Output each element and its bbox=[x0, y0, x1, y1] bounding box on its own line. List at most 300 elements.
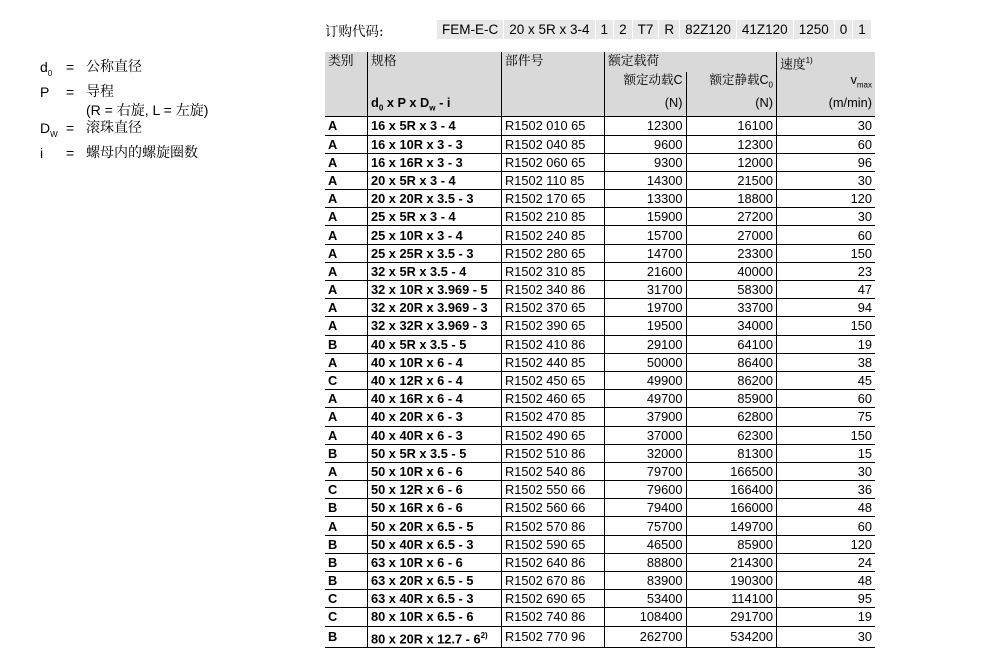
row-static-load-text: 114100 bbox=[731, 591, 773, 607]
row-spec bbox=[368, 335, 502, 353]
row-vmax bbox=[777, 281, 876, 299]
order-code-cells bbox=[437, 20, 871, 39]
row-vmax-text: 150 bbox=[850, 318, 872, 334]
row-category bbox=[325, 153, 368, 171]
row-spec-text: 40 x 16R x 6 - 4 bbox=[371, 391, 463, 407]
row-static-load-text: 85900 bbox=[737, 536, 773, 552]
row-dynamic-load bbox=[605, 281, 687, 299]
row-dynamic-load-text: 53400 bbox=[646, 591, 683, 607]
row-category-text: C bbox=[328, 591, 338, 607]
row-dynamic-load-text: 14300 bbox=[646, 172, 683, 188]
row-category-text: A bbox=[328, 318, 338, 334]
table-header-row-3 bbox=[325, 94, 875, 117]
row-spec bbox=[368, 117, 502, 135]
row-spec-text: 16 x 5R x 3 - 4 bbox=[371, 118, 456, 134]
header-unit-dynamic: (N) bbox=[605, 94, 687, 117]
row-static-load-text: 291700 bbox=[730, 609, 773, 625]
row-category-text: B bbox=[328, 536, 338, 552]
row-part-number-text: R1502 640 86 bbox=[505, 554, 586, 570]
row-spec bbox=[368, 244, 502, 262]
row-part-number-text: R1502 110 85 bbox=[505, 172, 585, 188]
row-spec-text: 80 x 10R x 6.5 - 6 bbox=[371, 609, 474, 625]
row-category bbox=[325, 408, 368, 426]
row-spec-text: 50 x 5R x 3.5 - 5 bbox=[371, 445, 467, 461]
table-header-row-2 bbox=[325, 72, 875, 94]
row-static-load bbox=[686, 244, 777, 262]
row-part-number-text: R1502 440 85 bbox=[505, 354, 586, 370]
table-row bbox=[325, 626, 875, 647]
row-dynamic-load-text: 46500 bbox=[646, 536, 683, 552]
table-row bbox=[325, 535, 875, 553]
row-part-number bbox=[502, 281, 605, 299]
table-row bbox=[325, 408, 875, 426]
row-spec-text: 20 x 5R x 3 - 4 bbox=[371, 172, 456, 188]
row-spec-text: 20 x 20R x 3.5 - 3 bbox=[371, 191, 474, 207]
row-part-number-text: R1502 240 85 bbox=[505, 227, 586, 243]
row-part-number bbox=[502, 299, 605, 317]
row-static-load-text: 166500 bbox=[730, 463, 773, 479]
row-category-text: A bbox=[328, 354, 338, 370]
row-dynamic-load bbox=[605, 208, 687, 226]
row-category bbox=[325, 262, 368, 280]
order-code-cell: 82Z120 bbox=[680, 20, 737, 39]
row-part-number-text: R1502 170 65 bbox=[505, 191, 586, 207]
row-category bbox=[325, 190, 368, 208]
row-category bbox=[325, 499, 368, 517]
table-row bbox=[325, 226, 875, 244]
row-spec-text: 50 x 40R x 6.5 - 3 bbox=[371, 536, 474, 552]
row-static-load bbox=[686, 317, 777, 335]
row-spec bbox=[368, 444, 502, 462]
row-category-text: A bbox=[328, 118, 338, 134]
row-part-number bbox=[502, 535, 605, 553]
row-spec bbox=[368, 590, 502, 608]
header-blank-5 bbox=[502, 94, 605, 117]
row-spec bbox=[368, 572, 502, 590]
legend-d0-eq: = bbox=[66, 59, 75, 75]
row-vmax-text: 45 bbox=[857, 373, 872, 389]
order-code-cell: R bbox=[659, 20, 680, 39]
header-speed bbox=[777, 52, 876, 72]
row-dynamic-load-text: 79400 bbox=[646, 500, 683, 516]
row-static-load bbox=[686, 553, 777, 571]
row-vmax-text: 24 bbox=[857, 554, 872, 570]
row-part-number bbox=[502, 153, 605, 171]
formula-d-sub: 0 bbox=[378, 103, 384, 113]
legend-d0-sub: 0 bbox=[47, 68, 53, 78]
header-static-label: 额定静载C bbox=[709, 73, 769, 88]
row-spec-text: 50 x 16R x 6 - 6 bbox=[371, 500, 463, 516]
row-category bbox=[325, 590, 368, 608]
row-part-number bbox=[502, 499, 605, 517]
row-static-load-text: 62300 bbox=[737, 427, 773, 443]
row-part-number-text: R1502 460 65 bbox=[505, 391, 586, 407]
row-static-load-text: 62800 bbox=[737, 409, 773, 425]
row-static-load-text: 86200 bbox=[737, 373, 773, 389]
row-static-load bbox=[686, 226, 777, 244]
row-category bbox=[325, 135, 368, 153]
row-vmax-text: 30 bbox=[857, 463, 872, 479]
row-static-load-text: 64100 bbox=[737, 336, 773, 352]
row-static-load-text: 85900 bbox=[737, 391, 773, 407]
legend-d0-symbol: d bbox=[40, 59, 48, 75]
row-dynamic-load bbox=[605, 481, 687, 499]
row-category-text: A bbox=[328, 427, 338, 443]
row-part-number-text: R1502 740 86 bbox=[505, 609, 586, 625]
row-category-text: A bbox=[328, 391, 338, 407]
row-part-number-text: R1502 210 85 bbox=[505, 209, 586, 225]
row-category bbox=[325, 171, 368, 189]
row-part-number bbox=[502, 353, 605, 371]
table-row bbox=[325, 244, 875, 262]
row-category-text: A bbox=[328, 300, 338, 316]
row-part-number-text: R1502 390 65 bbox=[505, 318, 586, 334]
formula-d: d bbox=[371, 94, 379, 110]
row-spec-text: 40 x 40R x 6 - 3 bbox=[371, 427, 463, 443]
row-spec-text: 63 x 20R x 6.5 - 5 bbox=[371, 573, 474, 589]
row-spec-text: 63 x 40R x 6.5 - 3 bbox=[371, 591, 474, 607]
row-vmax-text: 30 bbox=[857, 118, 872, 134]
row-vmax-text: 19 bbox=[857, 336, 872, 352]
row-vmax bbox=[777, 481, 876, 499]
legend-p-eq: = bbox=[66, 83, 75, 100]
row-dynamic-load bbox=[605, 408, 687, 426]
row-category-text: B bbox=[328, 573, 338, 589]
row-static-load-text: 27200 bbox=[737, 209, 773, 225]
row-category-text: A bbox=[328, 463, 338, 479]
row-part-number-text: R1502 550 66 bbox=[505, 482, 586, 498]
row-dynamic-load-text: 50000 bbox=[646, 354, 683, 370]
table-row bbox=[325, 462, 875, 480]
table-row bbox=[325, 553, 875, 571]
row-spec bbox=[368, 371, 502, 389]
table-row bbox=[325, 444, 875, 462]
row-part-number-text: R1502 340 86 bbox=[505, 282, 586, 298]
row-spec bbox=[368, 171, 502, 189]
row-part-number-text: R1502 690 65 bbox=[505, 591, 586, 607]
legend-dw-symbol: D bbox=[40, 119, 51, 136]
row-dynamic-load bbox=[605, 499, 687, 517]
row-part-number-text: R1502 770 96 bbox=[505, 629, 586, 645]
row-category-text: C bbox=[328, 482, 338, 498]
header-blank-1 bbox=[325, 72, 368, 94]
row-dynamic-load bbox=[605, 608, 687, 626]
row-part-number bbox=[502, 590, 605, 608]
row-category bbox=[325, 608, 368, 626]
row-vmax-text: 75 bbox=[857, 409, 872, 425]
order-code-cell: 0 bbox=[835, 20, 854, 39]
row-vmax bbox=[777, 171, 876, 189]
row-vmax-text: 95 bbox=[857, 591, 872, 607]
row-vmax-text: 23 bbox=[857, 263, 872, 279]
row-dynamic-load bbox=[605, 371, 687, 389]
row-static-load bbox=[686, 262, 777, 280]
row-dynamic-load-text: 13300 bbox=[646, 191, 683, 207]
row-category bbox=[325, 535, 368, 553]
row-spec bbox=[368, 499, 502, 517]
row-vmax bbox=[777, 317, 876, 335]
row-vmax bbox=[777, 135, 876, 153]
row-part-number bbox=[502, 426, 605, 444]
row-vmax bbox=[777, 426, 876, 444]
order-code-cell: FEM-E-C bbox=[437, 20, 504, 39]
header-category: 类别 bbox=[325, 52, 368, 72]
row-category-text: A bbox=[328, 282, 338, 298]
row-part-number-text: R1502 060 65 bbox=[505, 154, 586, 170]
table-row bbox=[325, 262, 875, 280]
row-part-number-text: R1502 370 65 bbox=[505, 300, 586, 316]
row-dynamic-load bbox=[605, 626, 687, 647]
row-category bbox=[325, 208, 368, 226]
row-vmax-text: 30 bbox=[857, 629, 872, 645]
row-static-load bbox=[686, 535, 777, 553]
order-code-cell: 2 bbox=[614, 20, 633, 39]
row-category bbox=[325, 444, 368, 462]
row-spec bbox=[368, 481, 502, 499]
header-part: 部件号 bbox=[502, 52, 605, 72]
row-spec-text: 32 x 5R x 3.5 - 4 bbox=[371, 263, 467, 279]
row-dynamic-load bbox=[605, 317, 687, 335]
row-static-load-text: 34000 bbox=[737, 318, 773, 334]
legend-p-note-text: (R = 右旋, L = 左旋) bbox=[86, 101, 209, 118]
row-dynamic-load bbox=[605, 590, 687, 608]
order-code bbox=[325, 20, 871, 39]
row-vmax-text: 47 bbox=[857, 282, 872, 298]
row-dynamic-load bbox=[605, 572, 687, 590]
row-spec bbox=[368, 626, 502, 647]
row-dynamic-load-text: 14700 bbox=[646, 245, 683, 261]
row-vmax-text: 48 bbox=[857, 500, 872, 516]
row-part-number bbox=[502, 226, 605, 244]
table-row bbox=[325, 117, 875, 135]
row-dynamic-load-text: 79700 bbox=[646, 463, 683, 479]
row-vmax-text: 30 bbox=[857, 209, 872, 225]
row-spec bbox=[368, 390, 502, 408]
row-vmax bbox=[777, 462, 876, 480]
row-vmax bbox=[777, 444, 876, 462]
row-part-number-text: R1502 010 65 bbox=[505, 118, 586, 134]
row-dynamic-load bbox=[605, 390, 687, 408]
header-vmax-label: v bbox=[850, 73, 857, 88]
row-vmax bbox=[777, 335, 876, 353]
row-category-text: A bbox=[328, 172, 338, 188]
row-spec bbox=[368, 608, 502, 626]
legend-i-text: 螺母内的螺旋圈数 bbox=[86, 144, 198, 161]
row-vmax bbox=[777, 626, 876, 647]
order-code-cell: 1 bbox=[596, 20, 615, 39]
row-spec bbox=[368, 408, 502, 426]
header-blank-4 bbox=[325, 94, 368, 117]
row-category bbox=[325, 426, 368, 444]
row-dynamic-load bbox=[605, 171, 687, 189]
row-vmax bbox=[777, 499, 876, 517]
row-category bbox=[325, 626, 368, 647]
row-part-number bbox=[502, 608, 605, 626]
row-dynamic-load-text: 29100 bbox=[646, 336, 683, 352]
row-vmax-text: 150 bbox=[850, 245, 872, 261]
row-static-load bbox=[686, 153, 777, 171]
row-static-load-text: 81300 bbox=[737, 445, 773, 461]
row-dynamic-load-text: 19700 bbox=[646, 300, 683, 316]
row-vmax-text: 60 bbox=[857, 136, 872, 152]
row-category-text: A bbox=[328, 409, 338, 425]
header-blank-2 bbox=[368, 72, 502, 94]
row-category-text: C bbox=[328, 609, 338, 625]
row-static-load bbox=[686, 135, 777, 153]
row-category bbox=[325, 117, 368, 135]
row-spec-text: 40 x 10R x 6 - 4 bbox=[371, 354, 463, 370]
row-static-load-text: 166000 bbox=[730, 500, 773, 516]
row-dynamic-load bbox=[605, 353, 687, 371]
row-vmax bbox=[777, 535, 876, 553]
row-vmax bbox=[777, 553, 876, 571]
row-part-number bbox=[502, 117, 605, 135]
table-row bbox=[325, 171, 875, 189]
header-static-sub: 0 bbox=[768, 80, 773, 90]
row-vmax-text: 94 bbox=[857, 300, 872, 316]
row-part-number bbox=[502, 553, 605, 571]
row-part-number-text: R1502 590 65 bbox=[505, 536, 586, 552]
table-row bbox=[325, 590, 875, 608]
row-static-load bbox=[686, 517, 777, 535]
row-part-number-text: R1502 510 86 bbox=[505, 445, 586, 461]
legend-dw-eq: = bbox=[66, 119, 75, 136]
symbol-legend bbox=[40, 58, 208, 162]
row-category-text: A bbox=[328, 209, 338, 225]
row-part-number bbox=[502, 390, 605, 408]
header-unit-static: (N) bbox=[686, 94, 777, 117]
row-vmax bbox=[777, 117, 876, 135]
row-spec-text: 32 x 20R x 3.969 - 3 bbox=[371, 300, 488, 316]
header-spec: 规格 bbox=[368, 52, 502, 72]
row-static-load-text: 18800 bbox=[737, 191, 773, 207]
row-part-number-text: R1502 560 66 bbox=[505, 500, 586, 516]
legend-p bbox=[40, 83, 208, 101]
row-dynamic-load bbox=[605, 535, 687, 553]
row-static-load-text: 12300 bbox=[737, 136, 773, 152]
table-row bbox=[325, 426, 875, 444]
legend-dw-sub: W bbox=[50, 129, 58, 139]
row-vmax-text: 15 bbox=[857, 445, 872, 461]
row-part-number-text: R1502 570 86 bbox=[505, 518, 586, 534]
row-dynamic-load bbox=[605, 244, 687, 262]
legend-p-note bbox=[40, 101, 208, 119]
header-dynamic: 额定动载C bbox=[605, 72, 687, 94]
header-speed-label: 速度 bbox=[780, 56, 806, 72]
row-vmax-text: 96 bbox=[857, 154, 872, 170]
row-part-number-text: R1502 040 85 bbox=[505, 136, 586, 152]
row-static-load bbox=[686, 335, 777, 353]
row-category bbox=[325, 299, 368, 317]
row-spec bbox=[368, 317, 502, 335]
row-part-number bbox=[502, 408, 605, 426]
row-part-number-text: R1502 670 86 bbox=[505, 573, 586, 589]
table-row bbox=[325, 371, 875, 389]
row-dynamic-load-text: 37900 bbox=[646, 409, 683, 425]
row-dynamic-load-text: 31700 bbox=[646, 282, 683, 298]
row-spec-text: 50 x 10R x 6 - 6 bbox=[371, 463, 463, 479]
header-speed-footnote: 1) bbox=[805, 56, 813, 65]
row-dynamic-load bbox=[605, 226, 687, 244]
row-category-text: B bbox=[328, 629, 338, 645]
row-dynamic-load bbox=[605, 299, 687, 317]
table-row bbox=[325, 481, 875, 499]
row-static-load-text: 86400 bbox=[737, 354, 773, 370]
row-dynamic-load bbox=[605, 517, 687, 535]
row-part-number bbox=[502, 135, 605, 153]
row-static-load bbox=[686, 462, 777, 480]
row-category-text: A bbox=[328, 191, 338, 207]
row-dynamic-load bbox=[605, 462, 687, 480]
row-category-text: A bbox=[328, 154, 338, 170]
header-static bbox=[686, 72, 777, 94]
row-dynamic-load-text: 15900 bbox=[646, 209, 683, 225]
row-spec bbox=[368, 517, 502, 535]
row-static-load bbox=[686, 390, 777, 408]
row-static-load bbox=[686, 281, 777, 299]
row-dynamic-load-text: 49900 bbox=[646, 373, 683, 389]
row-static-load-text: 58300 bbox=[737, 282, 773, 298]
row-static-load bbox=[686, 444, 777, 462]
row-vmax bbox=[777, 371, 876, 389]
legend-i-symbol: i bbox=[40, 144, 44, 161]
row-spec-text: 40 x 12R x 6 - 4 bbox=[371, 373, 463, 389]
row-dynamic-load-text: 37000 bbox=[646, 427, 683, 443]
row-spec bbox=[368, 190, 502, 208]
row-vmax bbox=[777, 153, 876, 171]
row-spec bbox=[368, 426, 502, 444]
header-spec-formula bbox=[368, 94, 502, 117]
table-row bbox=[325, 608, 875, 626]
table-row bbox=[325, 153, 875, 171]
row-dynamic-load-text: 15700 bbox=[646, 227, 683, 243]
row-part-number bbox=[502, 190, 605, 208]
row-dynamic-load-text: 49700 bbox=[646, 391, 683, 407]
row-static-load-text: 23300 bbox=[737, 245, 773, 261]
row-spec bbox=[368, 262, 502, 280]
row-part-number-text: R1502 540 86 bbox=[505, 463, 586, 479]
row-static-load bbox=[686, 590, 777, 608]
row-part-number-text: R1502 490 65 bbox=[505, 427, 586, 443]
row-dynamic-load bbox=[605, 444, 687, 462]
spec-table bbox=[325, 52, 875, 648]
row-static-load bbox=[686, 117, 777, 135]
row-dynamic-load-text: 79600 bbox=[646, 482, 683, 498]
row-spec bbox=[368, 462, 502, 480]
row-dynamic-load-text: 83900 bbox=[646, 573, 683, 589]
table-row bbox=[325, 353, 875, 371]
row-category bbox=[325, 226, 368, 244]
row-category-text: B bbox=[328, 336, 338, 352]
table-row bbox=[325, 517, 875, 535]
header-load: 额定载荷 bbox=[605, 52, 687, 72]
row-static-load bbox=[686, 171, 777, 189]
row-vmax bbox=[777, 208, 876, 226]
order-code-cell: T7 bbox=[633, 20, 660, 39]
row-static-load-text: 149700 bbox=[730, 518, 773, 534]
legend-d0-text: 公称直径 bbox=[86, 59, 142, 75]
row-category-text: B bbox=[328, 445, 338, 461]
table-row bbox=[325, 299, 875, 317]
row-part-number bbox=[502, 317, 605, 335]
row-category bbox=[325, 481, 368, 499]
header-load-spacer bbox=[686, 52, 777, 72]
row-vmax bbox=[777, 390, 876, 408]
row-dynamic-load bbox=[605, 553, 687, 571]
row-spec-text: 50 x 20R x 6.5 - 5 bbox=[371, 518, 474, 534]
formula-end: - i bbox=[435, 94, 451, 110]
row-dynamic-load bbox=[605, 135, 687, 153]
